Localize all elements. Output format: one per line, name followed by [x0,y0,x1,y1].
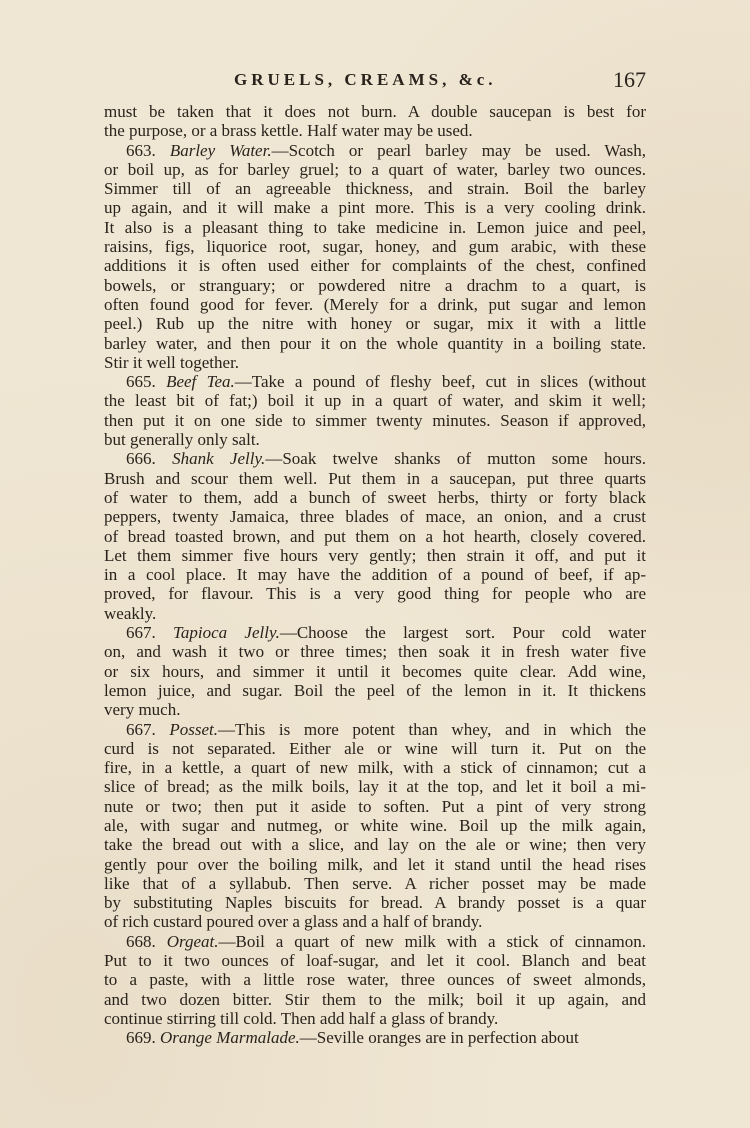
text-line [104,527,646,546]
line-text: must be taken that it does not burn. A double saucepan is best for [104,102,646,121]
text-line [104,276,646,295]
line-text: —Soak twelve shanks of mutton some hours. [265,449,646,469]
text-line [104,932,646,951]
line-text: by substituting Naples biscuits for bread. A brandy posset is a quar [104,893,646,913]
text-line [104,604,646,623]
line-text: peel.) Rub up the nitre with honey or sugar, mix it with a little [104,314,646,334]
text-line [104,642,646,661]
text-line [104,314,646,333]
recipe-number: 665. [126,372,167,392]
line-text: Simmer till of an agreeable thickness, and strain. Boil the barley [104,179,646,199]
line-text: Let them simmer five hours very gently; then strain it off, and put it [104,545,646,565]
text-line [104,237,646,256]
line-text: to a paste, with a little rose water, three ounces of sweet almonds, [104,970,646,990]
line-text: peppers, twenty Jamaica, three blades of mace, an onion, and a crust [104,507,646,527]
text-line [104,623,646,642]
text-line [104,777,646,796]
text-line [104,430,646,449]
text-line [104,198,646,217]
line-text: on, and wash it two or three times; then soak it in fresh water five [104,642,646,662]
line-text: raisins, figs, liquorice root, sugar, honey, and gum arabic, with these [104,237,646,257]
text-line [104,893,646,912]
text-line [104,951,646,970]
text-line [104,469,646,488]
text-line [104,295,646,314]
recipe-paragraph [104,720,646,932]
line-text: and two dozen bitter. Stir them to the milk; boil it up again, and [104,989,646,1009]
line-text: in a cool place. It may have the addition of a pound of beef, if ap- [104,565,646,585]
recipe-number: 667. [126,623,174,643]
text-line [104,912,646,931]
recipe-title: Tapioca Jelly. [173,623,280,643]
line-text: curd is not separated. Either ale or wine will turn it. Put on the [104,738,646,758]
line-text: —Choose the largest sort. Pour cold water [279,623,647,643]
recipe-title: Posset. [169,719,219,739]
recipe-paragraph [104,449,646,623]
running-head [104,67,646,98]
text-line [104,990,646,1009]
line-text: or six hours, and simmer it until it becomes quite clear. Add wine, [104,661,646,681]
line-text: —Seville oranges are in perfection about [299,1028,579,1048]
line-text: but generally only salt. [104,430,260,450]
recipe-paragraph [104,372,646,449]
line-text: or boil up, as for barley gruel; to a quart of water, barley two ounces. [104,159,646,179]
text-line [104,720,646,739]
line-text: —Take a pound of fleshy beef, cut in slices (without [234,372,646,392]
text-line [104,160,646,179]
recipe-number: 668. [126,931,167,951]
recipe-paragraph [104,141,646,373]
text-line [104,449,646,468]
line-text: ale, with sugar and nutmeg, or white wine. Boil up the milk again, [104,815,646,835]
line-text: gently pour over the boiling milk, and let it stand until the head rises [104,854,646,874]
recipe-paragraph [104,102,646,141]
recipe-title: Orgeat. [166,931,219,951]
recipe-title: Orange Marmalade. [160,1028,300,1048]
recipe-number: 666. [126,449,173,469]
line-text: continue stirring till cold. Then add half a glass of brandy. [104,1008,499,1028]
line-text: very much. [104,700,181,720]
recipe-paragraph [104,932,646,1028]
text-line [104,816,646,835]
page-number: 167 [613,67,646,92]
text-line [104,855,646,874]
running-head-title: GRUELS, CREAMS, &c. [234,70,497,89]
line-text: slice of bread; as the milk boils, lay it at the top, and let it boil a mi- [104,777,646,797]
line-text: lemon juice, and sugar. Boil the peel of the lemon in it. It thickens [104,680,646,700]
line-text: fire, in a kettle, a quart of new milk, with a stick of cinnamon; cut a [104,758,646,778]
line-text: —This is more potent than whey, and in which the [218,719,647,739]
line-text: Stir it well together. [104,352,240,372]
text-line [104,121,646,140]
body-text [104,102,646,1048]
line-text: take the bread out with a slice, and lay on the ale or wine; then very [104,835,646,855]
text-line [104,970,646,989]
line-text: It also is a pleasant thing to take medicine in. Lemon juice and peel, [104,217,646,237]
text-line [104,700,646,719]
text-line [104,1009,646,1028]
recipe-number: 669. [126,1028,160,1048]
line-text: weakly. [104,603,157,623]
line-text: of water to them, add a bunch of sweet herbs, thirty or forty black [104,487,646,507]
text-line [104,835,646,854]
recipe-title: Beef Tea. [166,372,235,392]
text-line [104,391,646,410]
text-line [104,372,646,391]
text-line [104,1028,646,1047]
text-line [104,739,646,758]
text-line [104,141,646,160]
line-text: proved, for flavour. This is a very good thing for people who are [104,584,646,604]
line-text: additions it is often used either for complaints of the chest, confined [104,256,646,276]
line-text: often found good for fever. (Merely for a drink, put sugar and lemon [104,294,646,314]
text-line [104,102,646,121]
recipe-paragraph [104,1028,646,1047]
recipe-title: Barley Water. [169,140,272,160]
text-line [104,411,646,430]
line-text: —Scotch or pearl barley may be used. Wash, [271,140,646,160]
text-line [104,218,646,237]
line-text: barley water, and then pour it on the whole quantity in a boiling state. [104,333,646,353]
text-line [104,179,646,198]
line-text: the purpose, or a brass kettle. Half water may be used. [104,121,473,141]
recipe-paragraph [104,623,646,719]
text-line [104,256,646,275]
recipe-number: 663. [126,140,170,160]
text-line [104,565,646,584]
line-text: of bread toasted brown, and put them on a hot hearth, closely covered. [104,526,646,546]
recipe-title: Shank Jelly. [172,449,266,469]
text-line [104,334,646,353]
line-text: nute or two; then put it aside to soften. Put a pint of very strong [104,796,646,816]
text-line [104,681,646,700]
recipe-number: 667. [126,719,170,739]
text-line [104,758,646,777]
line-text: bowels, or stranguary; or powdered nitre a drachm to a quart, is [104,275,646,295]
text-line [104,874,646,893]
text-line [104,488,646,507]
text-line [104,507,646,526]
line-text: then put it on one side to simmer twenty minutes. Season if approved, [104,410,646,430]
line-text: like that of a syllabub. Then serve. A richer posset may be made [104,873,646,893]
line-text: —Boil a quart of new milk with a stick of cinnamon. [218,931,646,951]
line-text: Brush and scour them well. Put them in a saucepan, put three quarts [104,468,646,488]
line-text: Put to it two ounces of loaf-sugar, and let it cool. Blanch and beat [104,951,646,971]
text-line [104,584,646,603]
text-line [104,797,646,816]
text-line [104,546,646,565]
line-text: of rich custard poured over a glass and a half of brandy. [104,912,483,932]
line-text: the least bit of fat;) boil it up in a quart of water, and skim it well; [104,391,646,411]
line-text: up again, and it will make a pint more. This is a very cooling drink. [104,198,646,218]
text-line [104,353,646,372]
text-line [104,662,646,681]
